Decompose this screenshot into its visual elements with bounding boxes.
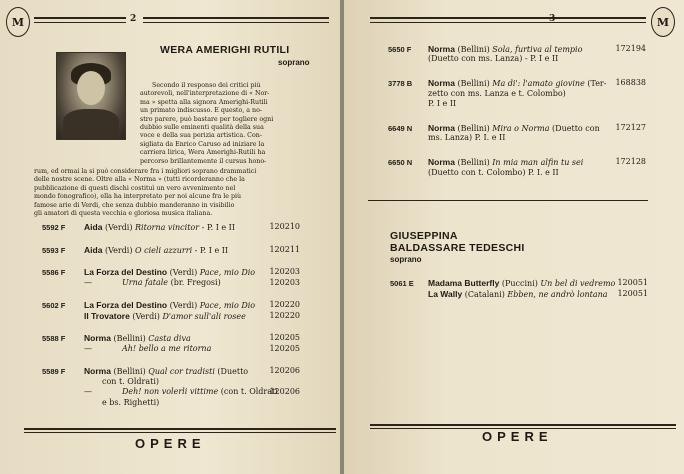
matrix-number: 120206 [269, 387, 300, 396]
aria-title: Deh! non volerli vittime [122, 387, 219, 396]
aria-title: Ebben, ne andrò lontana [507, 289, 608, 299]
composer: — [84, 343, 92, 353]
composer: (Bellini) [110, 334, 149, 343]
aria-title: In mia man alfin tu sei [492, 158, 584, 168]
header-rule [143, 17, 329, 19]
singer-name: WERA AMERIGHI RUTILI [160, 44, 290, 56]
left-page [0, 0, 341, 474]
publisher-emblem-icon: M [6, 7, 30, 37]
opera-title: Aida [84, 244, 103, 255]
record-line [428, 133, 618, 143]
opera-title: Norma [428, 44, 455, 54]
aria-title: Urna fatale [122, 277, 169, 287]
matrix-number: 120051 [617, 278, 648, 287]
record-line [84, 333, 284, 344]
record-line [428, 54, 618, 64]
aria-title: Pace, mio Dio [199, 301, 256, 310]
record-line [428, 89, 618, 99]
catalog-number: 5586 F [42, 268, 66, 277]
performance-note: (Duetto [214, 367, 249, 376]
composer: (Bellini) [110, 367, 149, 376]
bio-line: mondo fonografico), ella ha interpretato per noi alcune fra le più [34, 193, 242, 201]
footer-rule [24, 432, 336, 433]
bio-line: famose arie di Verdi, che senza dubbio manderanno in visibilio [34, 201, 235, 209]
matrix-number: 120203 [269, 277, 300, 287]
opera-title: Norma [84, 366, 111, 376]
matrix-number: 120206 [269, 366, 300, 375]
composer: (Bellini) [454, 45, 493, 54]
catalog-number: 5650 F [388, 45, 412, 54]
aria-title: Ah! bello a me ritorna [122, 343, 212, 353]
matrix-number: 172194 [615, 44, 646, 53]
composer: — [84, 277, 92, 287]
aria-title: Casta diva [148, 334, 191, 343]
header-rule [34, 17, 126, 19]
composer: (Verdi) [102, 245, 136, 255]
record-line [84, 366, 284, 377]
bio-line: dubbio sulle eminenti qualità della sua [140, 124, 264, 131]
record-line [428, 99, 618, 109]
matrix-number: 120210 [269, 222, 300, 231]
aria-title: D'amor sull'ali rosee [162, 311, 246, 321]
aria-title: Ma di': l'amato giovine [492, 79, 585, 89]
opera-title: Il Trovatore [84, 310, 130, 321]
performance-note: (Duetto con [549, 124, 600, 133]
composer: (Bellini) [454, 79, 493, 89]
singer-portrait [56, 52, 126, 140]
performance-note: con t. Oldrati) [102, 376, 160, 386]
record-line [84, 344, 284, 354]
header-rule [564, 17, 646, 19]
voice-type: soprano [390, 255, 422, 264]
matrix-number: 168838 [615, 78, 646, 88]
record-line [84, 245, 284, 256]
opera-title: Norma [428, 157, 455, 168]
performance-note: e bs. Righetti) [102, 397, 160, 407]
bio-line: un primato indiscusso. E questo, a no- [140, 107, 262, 115]
aria-title: Mira o Norma [492, 124, 550, 133]
page-number: 2 [130, 14, 137, 24]
matrix-number: 172128 [615, 157, 646, 167]
performance-note: ms. Lanza) P. I. e II [428, 133, 506, 143]
composer: (Bellini) [454, 158, 493, 168]
header-rule [34, 22, 126, 23]
bio-line: ma » spetta alla signora Amerighi-Rutili [140, 98, 268, 106]
performance-note: (br. Fregosi) [168, 277, 221, 287]
section-footer: OPERE [135, 436, 206, 451]
bio-line: delle nostre scene. Oltre alla « Norma » (tutti ricorderanno che la [34, 176, 245, 184]
matrix-number: 120205 [269, 343, 300, 353]
performance-note: (Duetto con ms. Lanza) - P. I e II [428, 54, 559, 64]
record-line [428, 168, 618, 178]
header-rule [370, 17, 570, 19]
composer: — [84, 387, 92, 396]
publisher-emblem-icon: M [651, 7, 675, 37]
record-line [102, 398, 302, 408]
record-line [84, 222, 284, 233]
bio-line: Secondo il responso dei critici più [152, 82, 261, 89]
singer-last-name: BALDASSARE TEDESCHI [390, 242, 525, 254]
performance-note: - P. I e II [192, 245, 229, 255]
opera-title: Norma [428, 78, 455, 89]
record-line [428, 289, 628, 300]
record-line [84, 278, 284, 288]
bio-line: percorso brillantemente il cursus hono- [140, 157, 267, 165]
record-line [84, 267, 284, 278]
composer: (Verdi) [167, 268, 200, 277]
header-rule [370, 22, 570, 23]
bio-line: gli amatori di questa vecchia e gloriosa musica italiana. [34, 210, 213, 217]
performance-note: (con t. Oldrati [218, 387, 278, 396]
matrix-number: 120051 [617, 288, 648, 298]
matrix-number: 120220 [269, 300, 300, 309]
aria-title: Pace, mio Dio [199, 268, 256, 277]
aria-title: Ritorna vincitor [135, 223, 200, 232]
opera-title: Norma [428, 123, 455, 133]
catalog-number: 5592 F [42, 223, 66, 232]
bio-line: voce e della sua perizia artistica. Con- [140, 132, 262, 140]
catalog-number: 5593 F [42, 245, 66, 255]
performance-note: - P. I e II [199, 223, 235, 232]
matrix-number: 172127 [615, 123, 646, 132]
opera-title: La Forza del Destino [84, 300, 168, 310]
footer-rule [370, 424, 676, 426]
page-number: 3 [549, 14, 556, 24]
catalog-number: 3778 B [388, 79, 413, 89]
aria-title: Qual cor tradisti [148, 367, 215, 376]
record-line [84, 387, 284, 397]
record-line [84, 311, 284, 322]
bio-line: carriera lirica, Wera Amerighi-Rutili ha [140, 149, 266, 157]
header-rule [564, 22, 646, 23]
catalog-number: 5588 F [42, 334, 66, 343]
bio-line: pubblicazione di questi dischi costituì un vero avvenimento nel [34, 184, 236, 192]
opera-title: La Forza del Destino [84, 267, 168, 277]
composer: (Bellini) [454, 124, 493, 133]
matrix-number: 120220 [269, 310, 300, 320]
aria-title: O cieli azzurri [135, 245, 193, 255]
voice-type: soprano [278, 58, 310, 67]
performance-note: P. I e II [428, 98, 457, 108]
composer: (Verdi) [167, 301, 200, 310]
bio-line: sigliata da Enrico Caruso ad iniziare la [140, 140, 265, 148]
composer: (Catalani) [462, 289, 508, 299]
catalog-number: 5061 E [390, 279, 414, 288]
record-line [84, 300, 284, 311]
opera-title: La Wally [428, 288, 463, 299]
catalog-number: 5589 F [42, 367, 66, 376]
bio-line: stro parere, può bastare per togliere ogni [140, 115, 274, 123]
singer-first-name: GIUSEPPINA [390, 230, 458, 242]
record-line [428, 278, 628, 289]
matrix-number: 120205 [269, 333, 300, 342]
catalog-number: 6649 N [388, 124, 413, 133]
performance-note: (Ter- [584, 79, 607, 89]
catalog-number: 5602 F [42, 301, 66, 310]
composer: (Verdi) [102, 223, 136, 232]
record-line [102, 377, 302, 387]
aria-title: Un bel di vedremo [540, 279, 616, 288]
section-divider [368, 200, 648, 201]
footer-rule [24, 428, 336, 430]
performance-note: zetto con ms. Lanza e t. Colombo) [428, 88, 566, 98]
matrix-number: 120211 [269, 244, 300, 254]
catalog-number: 6650 N [388, 158, 413, 168]
section-footer: OPERE [482, 429, 553, 444]
right-page [344, 0, 684, 474]
opera-title: Aida [84, 222, 103, 232]
composer: (Puccini) [499, 279, 541, 288]
composer: (Verdi) [129, 311, 163, 321]
performance-note: (Duetto con t. Colombo) P. I. e II [428, 167, 559, 177]
opera-title: Norma [84, 333, 111, 343]
bio-line: rum, ed ormai la si può considerare fra i migliori soprano drammatici [34, 168, 257, 175]
header-rule [143, 22, 329, 23]
aria-title: Sola, furtiva al tempio [492, 45, 583, 54]
matrix-number: 120203 [269, 267, 300, 276]
bio-line: autorevoli, nell'interpretazione di « Nor- [140, 90, 270, 98]
opera-title: Madama Butterfly [428, 278, 500, 288]
